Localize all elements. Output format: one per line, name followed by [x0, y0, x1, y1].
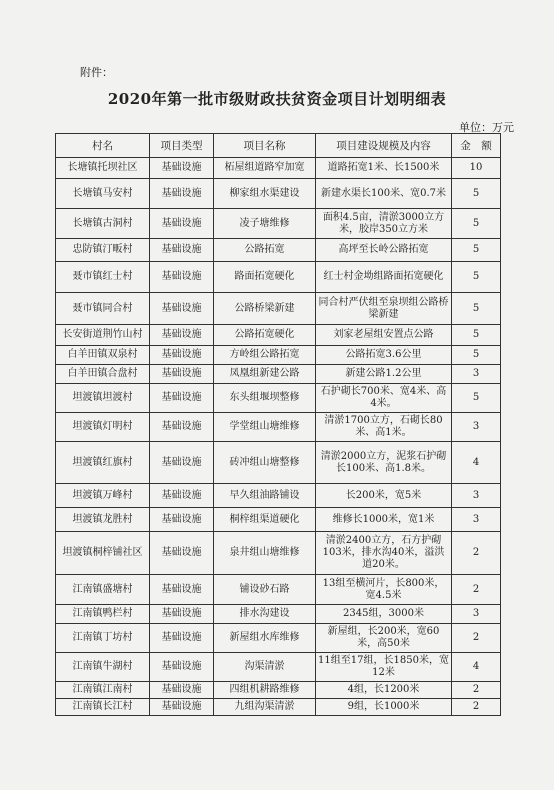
cell-type: 基础设施	[150, 325, 214, 346]
cell-project-name: 沟渠清淤	[214, 653, 316, 682]
cell-project-name: 柘屋组道路窄加宽	[214, 158, 316, 179]
cell-village: 长塘镇古洞村	[56, 209, 150, 239]
cell-project-content: 新建水渠长100米、宽0.7米	[316, 179, 452, 209]
cell-amount: 10	[452, 158, 501, 179]
cell-project-content: 新建公路1.2公里	[316, 365, 452, 384]
cell-amount: 3	[452, 365, 501, 384]
cell-type: 基础设施	[150, 365, 214, 384]
cell-type: 基础设施	[150, 484, 214, 508]
cell-amount: 5	[452, 384, 501, 413]
cell-village: 坦渡镇红旗村	[56, 442, 150, 484]
cell-amount: 2	[452, 699, 501, 716]
cell-amount: 3	[452, 413, 501, 442]
cell-type: 基础设施	[150, 442, 214, 484]
table-row	[56, 413, 501, 442]
cell-project-name: 凌子塘维修	[214, 209, 316, 239]
cell-type: 基础设施	[150, 413, 214, 442]
cell-village: 坦渡镇坦渡村	[56, 384, 150, 413]
cell-amount: 4	[452, 442, 501, 484]
table-row	[56, 325, 501, 346]
cell-project-name: 柳家组水渠建设	[214, 179, 316, 209]
column-header-name: 项目名称	[214, 134, 316, 158]
cell-village: 江南镇鸭栏村	[56, 605, 150, 624]
cell-village: 江南镇丁坊村	[56, 624, 150, 653]
cell-project-name: 四组机耕路维修	[214, 682, 316, 699]
table-body	[56, 158, 501, 716]
cell-amount: 5	[452, 239, 501, 262]
cell-type: 基础设施	[150, 575, 214, 605]
table-row	[56, 262, 501, 293]
cell-village: 长塘镇马安村	[56, 179, 150, 209]
cell-village: 江南镇牛湖村	[56, 653, 150, 682]
cell-project-content: 清淤1700立方，石砌长80米、高1米。	[316, 413, 452, 442]
cell-village: 忠防镇汀畈村	[56, 239, 150, 262]
cell-village: 长安街道荆竹山村	[56, 325, 150, 346]
cell-project-content: 高坪至长岭公路拓宽	[316, 239, 452, 262]
cell-type: 基础设施	[150, 384, 214, 413]
table-row	[56, 384, 501, 413]
cell-project-name: 方岭组公路拓宽	[214, 346, 316, 365]
table-row	[56, 484, 501, 508]
table-row	[56, 699, 501, 716]
cell-project-content: 9组，长1000米	[316, 699, 452, 716]
cell-village: 白羊田镇双泉村	[56, 346, 150, 365]
cell-project-name: 桐梓组渠道硬化	[214, 508, 316, 532]
cell-amount: 2	[452, 682, 501, 699]
cell-project-name: 学堂组山塘维修	[214, 413, 316, 442]
cell-project-content: 4组，长1200米	[316, 682, 452, 699]
cell-project-content: 新屋组，长200米，宽60米，高50米	[316, 624, 452, 653]
cell-project-content: 石护砌长700米、宽4米、高4米。	[316, 384, 452, 413]
cell-type: 基础设施	[150, 699, 214, 716]
attachment-label: 附件：	[80, 66, 113, 79]
cell-type: 基础设施	[150, 532, 214, 575]
cell-amount: 3	[452, 508, 501, 532]
column-header-content: 项目建设规模及内容	[316, 134, 452, 158]
table-row	[56, 605, 501, 624]
cell-village: 坦渡镇灯明村	[56, 413, 150, 442]
cell-project-name: 东头组堰坝整修	[214, 384, 316, 413]
cell-amount: 5	[452, 179, 501, 209]
cell-project-name: 泉井组山塘维修	[214, 532, 316, 575]
project-table	[55, 133, 501, 716]
cell-village: 江南镇长江村	[56, 699, 150, 716]
cell-project-content: 清淤2400立方，石方护砌103米，排水沟40米，溢洪道20米。	[316, 532, 452, 575]
table-row	[56, 209, 501, 239]
column-header-amount: 金 额	[452, 134, 501, 158]
cell-type: 基础设施	[150, 239, 214, 262]
cell-village: 长塘镇托坝社区	[56, 158, 150, 179]
cell-type: 基础设施	[150, 209, 214, 239]
table-row	[56, 239, 501, 262]
cell-amount: 3	[452, 484, 501, 508]
cell-type: 基础设施	[150, 158, 214, 179]
cell-village: 聂市镇红士村	[56, 262, 150, 293]
cell-project-name: 公路桥梁新建	[214, 293, 316, 325]
column-header-village: 村名	[56, 134, 150, 158]
cell-project-content: 刘家老屋组安置点公路	[316, 325, 452, 346]
cell-amount: 5	[452, 325, 501, 346]
cell-village: 坦渡镇桐梓铺社区	[56, 532, 150, 575]
cell-amount: 5	[452, 346, 501, 365]
table-row	[56, 365, 501, 384]
cell-village: 聂市镇同合村	[56, 293, 150, 325]
cell-project-name: 凤凰组新建公路	[214, 365, 316, 384]
cell-amount: 3	[452, 605, 501, 624]
cell-project-content: 13组至横河片，长800米，宽4.5米	[316, 575, 452, 605]
cell-village: 江南镇盛塘村	[56, 575, 150, 605]
cell-project-content: 道路拓宽1米、长1500米	[316, 158, 452, 179]
cell-project-name: 新屋组水库维修	[214, 624, 316, 653]
cell-amount: 5	[452, 209, 501, 239]
cell-project-content: 维修长1000米，宽1米	[316, 508, 452, 532]
table-row	[56, 532, 501, 575]
cell-village: 坦渡镇龙胜村	[56, 508, 150, 532]
table-row	[56, 508, 501, 532]
table-row	[56, 293, 501, 325]
unit-label: 单位：万元	[459, 121, 514, 134]
cell-amount: 5	[452, 262, 501, 293]
table-row	[56, 575, 501, 605]
cell-project-content: 11组至17组，长1850米，宽12米	[316, 653, 452, 682]
cell-amount: 4	[452, 653, 501, 682]
cell-type: 基础设施	[150, 262, 214, 293]
cell-project-name: 九组沟渠清淤	[214, 699, 316, 716]
cell-project-content: 红士村金坳组路面拓宽硬化	[316, 262, 452, 293]
cell-project-name: 铺设砂石路	[214, 575, 316, 605]
cell-amount: 2	[452, 532, 501, 575]
cell-amount: 2	[452, 575, 501, 605]
cell-project-name: 排水沟建设	[214, 605, 316, 624]
table-row	[56, 624, 501, 653]
cell-type: 基础设施	[150, 605, 214, 624]
cell-project-content: 清淤2000立方，泥浆石护砌长100米、高1.8米。	[316, 442, 452, 484]
table-row	[56, 179, 501, 209]
cell-project-name: 砖冲组山塘整修	[214, 442, 316, 484]
cell-project-content: 同合村严伏组至泉坝组公路桥梁新建	[316, 293, 452, 325]
table-row	[56, 346, 501, 365]
cell-project-content: 长200米，宽5米	[316, 484, 452, 508]
table-row	[56, 158, 501, 179]
cell-type: 基础设施	[150, 508, 214, 532]
cell-type: 基础设施	[150, 293, 214, 325]
cell-project-name: 公路拓宽硬化	[214, 325, 316, 346]
cell-village: 坦渡镇万峰村	[56, 484, 150, 508]
table-row	[56, 682, 501, 699]
cell-project-name: 早久组油路铺设	[214, 484, 316, 508]
cell-village: 白羊田镇合盘村	[56, 365, 150, 384]
table-header-row	[56, 134, 501, 158]
cell-project-name: 路面拓宽硬化	[214, 262, 316, 293]
cell-project-name: 公路拓宽	[214, 239, 316, 262]
cell-type: 基础设施	[150, 682, 214, 699]
table-row	[56, 442, 501, 484]
cell-type: 基础设施	[150, 346, 214, 365]
cell-project-content: 面积4.5亩，清淤3000立方米，胶岸350立方米	[316, 209, 452, 239]
page-title: 2020年第一批市级财政扶贫资金项目计划明细表	[107, 90, 447, 108]
cell-village: 江南镇江南村	[56, 682, 150, 699]
cell-type: 基础设施	[150, 179, 214, 209]
column-header-type: 项目类型	[150, 134, 214, 158]
cell-type: 基础设施	[150, 624, 214, 653]
cell-amount: 2	[452, 624, 501, 653]
cell-project-content: 2345组，3000米	[316, 605, 452, 624]
cell-type: 基础设施	[150, 653, 214, 682]
table-row	[56, 653, 501, 682]
cell-amount: 5	[452, 293, 501, 325]
cell-project-content: 公路拓宽3.6公里	[316, 346, 452, 365]
